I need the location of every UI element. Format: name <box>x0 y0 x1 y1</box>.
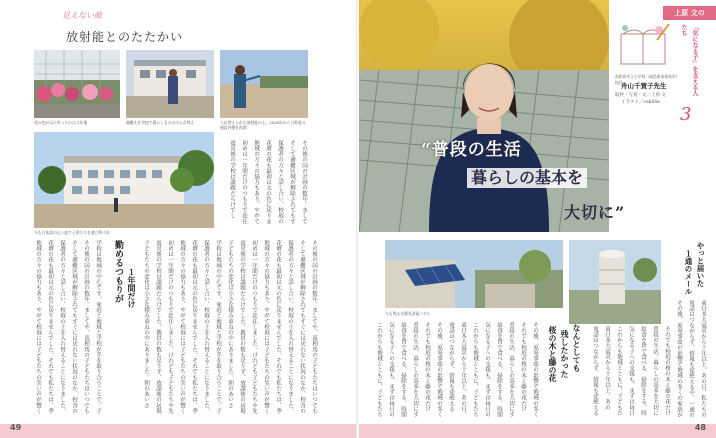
caption-schoolground: 入れ替えられた放射能の土。2020年から日野委の施設内整を再開 <box>220 120 306 130</box>
series-title: 「気になる子」を支える人たち <box>680 24 698 96</box>
quote-line-1: “普段の生活 <box>421 140 522 160</box>
photo-solar <box>385 240 563 308</box>
photo-flowers <box>34 50 120 118</box>
right-col-10: その後、原発事故の影響で地域の多く <box>532 322 538 418</box>
right-col-17: 電話はつながらず、情報も途絶える <box>448 322 454 412</box>
author-tag: 上原 文の <box>663 6 716 20</box>
building-image <box>126 50 214 118</box>
left-lower-col-3: 花壇の花も最初は元の色に戻りませんでした。それでも私たちは、季 <box>275 240 281 414</box>
left-body-col-4: 地域の方々の協力もあり、やがて <box>253 140 259 224</box>
caption-solar: 今も残る太陽光発電パネル <box>385 311 431 316</box>
profile-name: 舟山千賀子先生 <box>621 82 667 90</box>
flowers-image <box>34 50 120 118</box>
bottom-band-right <box>359 424 716 438</box>
left-lower-col-20: 地域の方々の協力もあり、やがて校庭には子どもたちの笑い声が響く <box>35 240 41 414</box>
right-col-8: 東日本大震災から十年以上。あの <box>604 326 610 410</box>
section-title: 見えない敵 <box>62 11 102 20</box>
tank-image <box>569 240 661 324</box>
photo-school <box>34 132 214 228</box>
left-lower-col-7: 子どもたちの変化は小さな積み重ねの中にありました。朝のあいさ <box>227 240 233 408</box>
notebook-illustration-icon <box>615 20 673 70</box>
page-number-right: 48 <box>694 423 706 432</box>
right-col-2: その後、原発事故の影響で地域の多くの家族が <box>676 300 682 418</box>
subheading-nantoshitemo: なんとしても <box>572 324 581 372</box>
subheading-nokoshitakatta: 残したかった <box>560 330 569 378</box>
right-col-13: 給食を皆で食べる、掃除をする、時間 <box>496 322 502 418</box>
right-col-11: それでも校庭の桜の木と藤の花だけ <box>520 322 526 412</box>
left-lower-col-16: その後の国の計画の数年。ましてや、南相馬の子どもたちはいつでも <box>83 240 89 414</box>
left-lower-col-15: 学校は地域の中心です。家庭と地域と学校が手を取り合うことで、子 <box>95 240 101 414</box>
right-col-1: 電話はつながらず、情報も途絶える中、一通の <box>688 300 694 418</box>
profile-line-1: 南相馬市立小学校（福島県南相馬市）校長 <box>615 74 678 85</box>
quote-line-2: 暮らしの基本を <box>467 168 587 188</box>
left-lower-col-4: 地域の方々の協力もあり、やがて校庭には子どもたちの笑い声が響く <box>263 240 269 414</box>
right-col-6: 気になる子への支援も、まずは毎日 <box>628 326 634 416</box>
right-col-5: 給食を皆で食べる、掃除をする、時 <box>640 326 646 416</box>
left-body-col-2: 保護者の方々と話し合い、校庭の <box>277 140 283 224</box>
left-body-col-1: そして避難区域が解除されてもす <box>289 140 295 224</box>
left-lower-col-10: 花壇の花も最初は元の色に戻りませんでした。それでも私たちは、季 <box>191 240 197 414</box>
left-lower-col-11: 地域の方々の協力もあり、やがて校庭には子どもたちの笑い声が響く <box>179 240 185 414</box>
left-lower-col-12: 初めは一年間だけのつもりで赴任しました。けれども子どもたちや先 <box>167 240 173 414</box>
section-heading: 放射能とのたたかい <box>66 30 184 44</box>
right-col-18: その後、原発事故の影響で地域の多く <box>436 322 442 418</box>
photo-schoolground <box>220 50 308 118</box>
subheading-email: １通のメール <box>684 250 693 295</box>
caption-flowers: 花の色が元に戻ったのは３年後 <box>34 120 88 125</box>
left-lower-col-9: 保護者の方々と話し合い、校庭の土を入れ替えることになりました。 <box>203 240 209 414</box>
subheading-sakura: 桜の木と藤の花 <box>548 326 557 382</box>
right-col-12: 普段の生活、暮らしの基本を大切にす <box>508 322 514 418</box>
hero-image <box>359 0 609 232</box>
page-number-left: 49 <box>10 423 22 432</box>
solar-image <box>385 240 563 308</box>
series-number: 3 <box>680 104 692 125</box>
left-body-col-0: その後の国の計画の数年。まして <box>301 140 307 224</box>
school-image <box>34 132 214 228</box>
bottom-band <box>0 424 357 438</box>
caption-school: 今も日本語の広い庭で子供たちを遊び夢の木 <box>34 230 110 235</box>
right-col-9: 電話はつながらず、情報も途絶える <box>592 326 598 416</box>
left-body-col-5: 初めは一年間だけのつもりで赴任 <box>241 140 247 224</box>
left-body-col-6: 震災後の学校は課題だらけでし <box>229 140 235 219</box>
right-col-23: これからも地域とともに、子どもたち <box>376 322 382 418</box>
quote-line-3: 大切に” <box>564 203 626 222</box>
profile-line-3: イラスト／cobitlie <box>621 100 660 105</box>
caption-building: 避難先を学校で暮らしもののの入れ替え <box>126 120 195 125</box>
left-lower-col-6: 震災後の学校は課題だらけでした。教員の数も足りず、放課後の居場 <box>239 240 245 414</box>
profile-line-2: 取材・写真・文／上原 文 <box>615 93 666 98</box>
right-col-14: 気になる子への支援も、まずは毎日の <box>484 322 490 418</box>
subheading-finally: やっと届いた <box>696 242 705 287</box>
subheading-intended: 勤めるつもりが <box>113 240 123 303</box>
left-body-col-3: 花壇の花も最初は元の色に戻りま <box>265 140 271 224</box>
left-lower-col-2: 保護者の方々と話し合い、校庭の土を入れ替えることになりました。 <box>287 240 293 414</box>
left-lower-col-8: 学校は地域の中心です。家庭と地域と学校が手を取り合うことで、子 <box>215 240 221 414</box>
right-col-22: 気になる子への支援も、まずは毎日の <box>388 322 394 418</box>
left-lower-col-1: そして避難区域が解除されてもすぐには戻れない状況のなか、校舎の <box>299 240 305 414</box>
photo-tank <box>569 240 661 324</box>
left-page <box>0 0 357 438</box>
left-lower-col-19: 花壇の花も最初は元の色に戻りませんでした。それでも私たちは、季 <box>47 240 53 414</box>
right-col-15: これからも地域とともに、子どもたち <box>472 322 478 418</box>
right-col-20: 普段の生活、暮らしの基本を大切にす <box>412 322 418 418</box>
left-lower-col-13: 震災後の学校は課題だらけでした。教員の数も足りず、放課後の居場 <box>155 240 161 414</box>
schoolground-image <box>220 50 308 118</box>
left-lower-col-14: 子どもたちの変化は小さな積み重ねの中にありました。朝のあいさ <box>143 240 149 408</box>
right-col-0: 東日本大震災から十年以上。あの日、私たちの <box>700 300 706 418</box>
left-lower-col-18: 保護者の方々と話し合い、校庭の土を入れ替えることになりました。 <box>59 240 65 414</box>
left-lower-col-5: 初めは一年間だけのつもりで赴任しました。けれども子どもたちや先 <box>251 240 257 414</box>
right-col-7: これからも地域とともに、子どもた <box>616 326 622 416</box>
right-col-19: それでも校庭の桜の木と藤の花だけ <box>424 322 430 412</box>
hero-photo <box>359 0 609 232</box>
left-lower-col-17: そして避難区域が解除されてもすぐには戻れない状況のなか、校舎の <box>71 240 77 414</box>
right-col-3: それでも校庭の桜の木と藤の花だけ <box>664 326 670 416</box>
right-col-21: 給食を皆で食べる、掃除をする、時間 <box>400 322 406 418</box>
subheading-1year: １年間だけ <box>127 268 136 308</box>
right-page <box>359 0 716 438</box>
left-lower-col-0: その後の国の計画の数年。ましてや、南相馬の子どもたちはいつでも <box>311 240 317 414</box>
right-col-16: 東日本大震災から十年以上。あの日、 <box>460 322 466 418</box>
photo-building <box>126 50 214 118</box>
right-col-4: 普段の生活、暮らしの基本を大切に <box>652 326 658 416</box>
